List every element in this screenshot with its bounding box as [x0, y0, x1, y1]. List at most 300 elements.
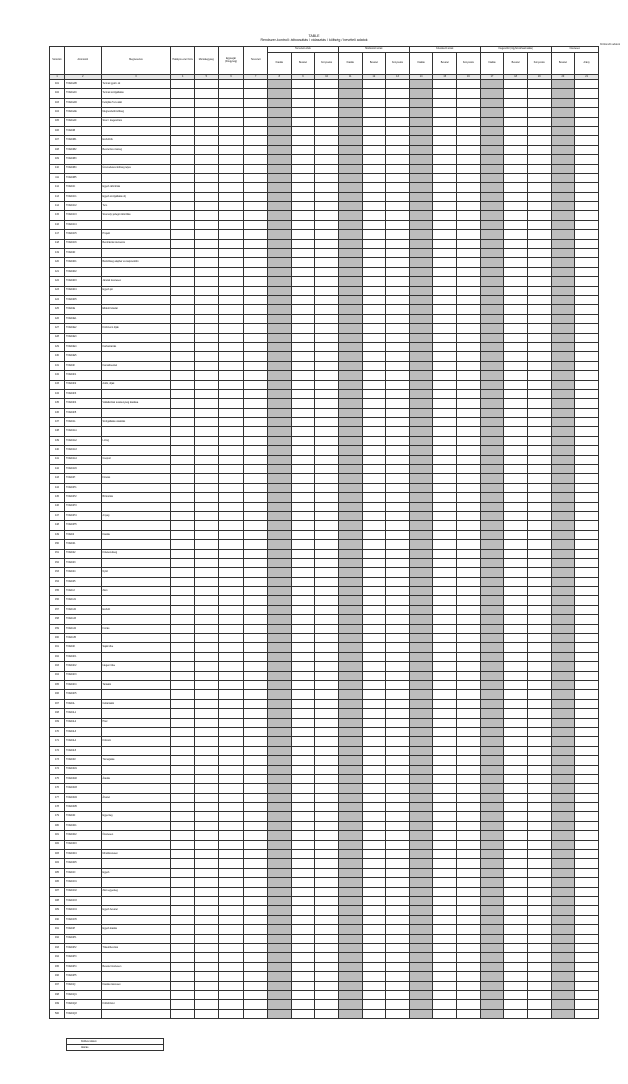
cell-value	[575, 962, 599, 971]
cell-value	[244, 540, 268, 549]
cell-value	[386, 436, 410, 445]
cell-value	[268, 615, 292, 624]
cell-value	[268, 784, 292, 793]
cell-value	[315, 1000, 339, 1009]
cell-megnevezes	[101, 671, 171, 680]
cell-value	[386, 483, 410, 492]
cell-value	[194, 371, 218, 380]
cell-azonosito: T0DA4F1	[65, 371, 102, 380]
cell-value	[551, 465, 575, 474]
table-row	[50, 915, 599, 924]
cell-value	[218, 408, 244, 417]
cell-value	[244, 868, 268, 877]
cell-value	[315, 474, 339, 483]
cell-value	[409, 89, 433, 98]
cell-value	[171, 483, 195, 492]
cell-value	[575, 493, 599, 502]
cell-value	[480, 774, 504, 783]
cell-value	[362, 831, 386, 840]
cell-azonosito: T0DA4D3	[65, 277, 102, 286]
cell-value	[171, 756, 195, 765]
cell-value	[575, 145, 599, 154]
cell-value	[338, 399, 362, 408]
cell-value	[362, 793, 386, 802]
cell-value	[480, 803, 504, 812]
cell-azonosito: T0DA4C3	[65, 211, 102, 220]
cell-value	[338, 521, 362, 530]
cell-value	[268, 915, 292, 924]
table-body	[50, 80, 599, 1019]
cell-value	[504, 164, 528, 173]
cell-value	[433, 981, 457, 990]
cell-sorszam: 443	[50, 474, 65, 483]
cell-sorszam: 437	[50, 418, 65, 427]
cell-sorszam: 454	[50, 577, 65, 586]
cell-value	[291, 568, 315, 577]
cell-value	[457, 1000, 481, 1009]
cell-value	[527, 333, 551, 342]
cell-value	[386, 568, 410, 577]
cell-value	[338, 1000, 362, 1009]
cell-value	[480, 98, 504, 107]
cell-value	[244, 887, 268, 896]
cell-value	[268, 145, 292, 154]
cell-value	[433, 765, 457, 774]
table-row	[50, 202, 599, 211]
cell-value	[575, 89, 599, 98]
header-hatalyos: Hatályos ezer Ft/év	[171, 47, 195, 75]
cell-value	[291, 465, 315, 474]
cell-sorszam: 486	[50, 878, 65, 887]
cell-azonosito: T0DA4C4	[65, 220, 102, 229]
table-row	[50, 953, 599, 962]
cell-value	[268, 568, 292, 577]
cell-value	[194, 230, 218, 239]
cell-value	[551, 80, 575, 89]
cell-value	[551, 474, 575, 483]
cell-value	[575, 727, 599, 736]
cell-value	[338, 709, 362, 718]
cell-value	[527, 314, 551, 323]
cell-value	[551, 1000, 575, 1009]
cell-value	[504, 239, 528, 248]
cell-value	[551, 155, 575, 164]
cell-value	[409, 493, 433, 502]
cell-value	[575, 483, 599, 492]
cell-value	[386, 896, 410, 905]
cell-value	[551, 934, 575, 943]
cell-value	[218, 671, 244, 680]
cell-value	[268, 305, 292, 314]
cell-sorszam: 476	[50, 784, 65, 793]
cell-value	[244, 98, 268, 107]
cell-sorszam: 453	[50, 568, 65, 577]
cell-value	[171, 915, 195, 924]
cell-sorszam: 477	[50, 793, 65, 802]
cell-value	[457, 737, 481, 746]
footer-signature-label: Aláírás	[67, 1044, 163, 1050]
cell-value	[551, 671, 575, 680]
cell-value	[386, 850, 410, 859]
cell-value	[457, 361, 481, 370]
cell-value	[315, 540, 339, 549]
cell-value	[291, 211, 315, 220]
cell-azonosito: T0DA4C1	[65, 192, 102, 201]
cell-megnevezes	[101, 803, 171, 812]
cell-sorszam: 463	[50, 662, 65, 671]
cell-sorszam: 422	[50, 277, 65, 286]
table-row	[50, 662, 599, 671]
cell-value	[218, 126, 244, 135]
cell-value	[194, 521, 218, 530]
cell-value	[218, 990, 244, 999]
cell-value	[575, 596, 599, 605]
cell-azonosito: T0DA4F4	[65, 399, 102, 408]
cell-value	[338, 681, 362, 690]
cell-value	[504, 286, 528, 295]
cell-value	[362, 850, 386, 859]
cell-value	[575, 530, 599, 539]
cell-value	[457, 596, 481, 605]
cell-value	[218, 896, 244, 905]
cell-sorszam: 473	[50, 756, 65, 765]
cell-value	[480, 286, 504, 295]
cell-value	[527, 821, 551, 830]
cell-value	[480, 943, 504, 952]
cell-value	[291, 352, 315, 361]
cell-value	[480, 192, 504, 201]
cell-value	[551, 727, 575, 736]
cell-megnevezes	[101, 389, 171, 398]
cell-value	[315, 943, 339, 952]
cell-value	[527, 953, 551, 962]
cell-value	[386, 371, 410, 380]
cell-value	[575, 98, 599, 107]
cell-value	[409, 371, 433, 380]
cell-value	[504, 850, 528, 859]
cell-value	[504, 709, 528, 718]
cell-megnevezes: Tartalék	[101, 681, 171, 690]
cell-value	[457, 774, 481, 783]
cell-value	[244, 493, 268, 502]
cell-value	[171, 145, 195, 154]
cell-value	[315, 925, 339, 934]
cell-sorszam: 429	[50, 342, 65, 351]
cell-value	[171, 727, 195, 736]
cell-value	[338, 746, 362, 755]
cell-value	[386, 295, 410, 304]
cell-value	[457, 587, 481, 596]
cell-value	[409, 634, 433, 643]
cell-value	[338, 962, 362, 971]
cell-value	[194, 436, 218, 445]
cell-value	[480, 831, 504, 840]
cell-value	[291, 662, 315, 671]
cell-value	[171, 737, 195, 746]
cell-value	[268, 183, 292, 192]
cell-value	[504, 136, 528, 145]
cell-value	[194, 690, 218, 699]
cell-sorszam: 426	[50, 314, 65, 323]
cell-sorszam: 433	[50, 380, 65, 389]
cell-value	[433, 183, 457, 192]
cell-value	[457, 643, 481, 652]
table-row	[50, 267, 599, 276]
cell-value	[480, 887, 504, 896]
cell-megnevezes	[101, 765, 171, 774]
cell-value	[457, 652, 481, 661]
cell-value	[362, 540, 386, 549]
cell-value	[480, 399, 504, 408]
table-row	[50, 305, 599, 314]
cell-value	[409, 108, 433, 117]
cell-azonosito: T0DA4O1	[65, 878, 102, 887]
cell-value	[171, 436, 195, 445]
cell-value	[409, 277, 433, 286]
cell-azonosito: T0DA4AB	[65, 80, 102, 89]
cell-megnevezes: Kiadás	[101, 530, 171, 539]
cell-value	[218, 389, 244, 398]
cell-value	[268, 173, 292, 182]
cell-value	[433, 756, 457, 765]
cell-value	[433, 906, 457, 915]
cell-value	[480, 436, 504, 445]
cell-value	[171, 399, 195, 408]
cell-value	[244, 446, 268, 455]
cell-value	[386, 267, 410, 276]
cell-value	[244, 896, 268, 905]
cell-value	[218, 681, 244, 690]
cell-value	[457, 427, 481, 436]
cell-sorszam: 409	[50, 155, 65, 164]
cell-value	[409, 521, 433, 530]
cell-value	[504, 718, 528, 727]
cell-value	[386, 126, 410, 135]
cell-value	[171, 267, 195, 276]
cell-value	[315, 173, 339, 182]
cell-value	[433, 634, 457, 643]
header-egysegar: Egységár (Ft/egység)	[218, 47, 244, 75]
cell-value	[457, 812, 481, 821]
cell-value	[194, 671, 218, 680]
cell-value	[480, 249, 504, 258]
cell-megnevezes	[101, 483, 171, 492]
cell-value	[504, 943, 528, 952]
cell-value	[194, 549, 218, 558]
cell-value	[409, 192, 433, 201]
cell-value	[315, 455, 339, 464]
cell-value	[386, 652, 410, 661]
cell-value	[338, 662, 362, 671]
cell-value	[218, 624, 244, 633]
cell-value	[268, 155, 292, 164]
cell-value	[315, 915, 339, 924]
cell-value	[457, 972, 481, 981]
cell-value	[457, 305, 481, 314]
cell-value	[504, 765, 528, 774]
cell-value	[268, 972, 292, 981]
cell-value	[362, 446, 386, 455]
table-row	[50, 136, 599, 145]
cell-megnevezes: Egyéb bevétel	[101, 906, 171, 915]
cell-value	[551, 295, 575, 304]
cell-value	[244, 239, 268, 248]
cell-value	[551, 615, 575, 624]
cell-value	[386, 511, 410, 520]
cell-value	[409, 643, 433, 652]
cell-value	[194, 540, 218, 549]
cell-value	[315, 981, 339, 990]
cell-value	[575, 164, 599, 173]
cell-value	[194, 596, 218, 605]
cell-azonosito: T0DA4B3	[65, 155, 102, 164]
cell-value	[551, 925, 575, 934]
cell-value	[575, 803, 599, 812]
cell-value	[386, 399, 410, 408]
cell-value	[551, 549, 575, 558]
cell-value	[551, 352, 575, 361]
table-row	[50, 737, 599, 746]
cell-value	[457, 718, 481, 727]
cell-value	[194, 756, 218, 765]
header-group: Összesen	[551, 47, 598, 53]
cell-value	[386, 117, 410, 126]
cell-sorszam: 405	[50, 117, 65, 126]
cell-value	[291, 361, 315, 370]
cell-value	[315, 126, 339, 135]
cell-value	[338, 615, 362, 624]
cell-value	[433, 1000, 457, 1009]
cell-value	[338, 530, 362, 539]
cell-value	[504, 399, 528, 408]
cell-value	[409, 530, 433, 539]
cell-value	[527, 840, 551, 849]
cell-value	[218, 699, 244, 708]
cell-value	[480, 737, 504, 746]
cell-value	[457, 511, 481, 520]
table-row	[50, 812, 599, 821]
cell-value	[171, 840, 195, 849]
cell-value	[504, 389, 528, 398]
cell-value	[338, 258, 362, 267]
cell-sorszam: 461	[50, 643, 65, 652]
cell-value	[268, 793, 292, 802]
cell-azonosito: T0DA4N5	[65, 859, 102, 868]
cell-value	[244, 972, 268, 981]
cell-value	[527, 681, 551, 690]
subheader-cell: Kiadás	[338, 53, 362, 75]
cell-value	[457, 634, 481, 643]
cell-value	[386, 784, 410, 793]
cell-value	[171, 465, 195, 474]
cell-value	[386, 239, 410, 248]
cell-sorszam: 401	[50, 80, 65, 89]
cell-value	[244, 314, 268, 323]
cell-value	[551, 821, 575, 830]
cell-value	[171, 934, 195, 943]
cell-value	[457, 164, 481, 173]
cell-value	[194, 389, 218, 398]
cell-megnevezes: Forrás	[101, 624, 171, 633]
cell-azonosito: T0DA4Q3	[65, 1009, 102, 1018]
cell-value	[527, 286, 551, 295]
cell-value	[315, 821, 339, 830]
cell-value	[386, 333, 410, 342]
cell-value	[194, 418, 218, 427]
cell-value	[268, 286, 292, 295]
cell-value	[268, 202, 292, 211]
cell-value	[409, 990, 433, 999]
cell-azonosito: T0DA4C6	[65, 239, 102, 248]
cell-value	[315, 587, 339, 596]
cell-value	[409, 145, 433, 154]
subheader-cell: Bevétel	[362, 53, 386, 75]
cell-value	[386, 793, 410, 802]
cell-azonosito: T0DA4L1	[65, 709, 102, 718]
cell-value	[527, 352, 551, 361]
cell-value	[527, 295, 551, 304]
cell-azonosito: T0DA4G2	[65, 436, 102, 445]
cell-megnevezes	[101, 652, 171, 661]
cell-megnevezes	[101, 915, 171, 924]
cell-value	[244, 80, 268, 89]
column-number: 12	[362, 75, 386, 80]
cell-megnevezes	[101, 502, 171, 511]
cell-value	[527, 155, 551, 164]
cell-value	[457, 371, 481, 380]
cell-value	[409, 1009, 433, 1018]
cell-value	[504, 126, 528, 135]
cell-value	[433, 220, 457, 229]
cell-value	[362, 474, 386, 483]
cell-value	[386, 249, 410, 258]
cell-value	[527, 465, 551, 474]
cell-value	[171, 80, 195, 89]
cell-value	[268, 295, 292, 304]
cell-value	[362, 361, 386, 370]
cell-value	[362, 812, 386, 821]
cell-value	[457, 615, 481, 624]
cell-azonosito: T0DA4F2	[65, 380, 102, 389]
cell-sorszam: 435	[50, 399, 65, 408]
cell-azonosito: T0DA4K5	[65, 690, 102, 699]
cell-value	[315, 756, 339, 765]
cell-azonosito: T0DA4C	[65, 183, 102, 192]
cell-value	[315, 80, 339, 89]
cell-value	[244, 615, 268, 624]
cell-value	[433, 558, 457, 567]
cell-value	[362, 652, 386, 661]
cell-value	[362, 211, 386, 220]
cell-value	[386, 840, 410, 849]
cell-megnevezes: Anyag	[101, 511, 171, 520]
cell-value	[244, 568, 268, 577]
cell-value	[194, 652, 218, 661]
cell-value	[551, 840, 575, 849]
cell-azonosito: T0DA4I3	[65, 558, 102, 567]
cell-value	[291, 549, 315, 558]
cell-value	[575, 681, 599, 690]
cell-value	[171, 126, 195, 135]
cell-value	[527, 249, 551, 258]
cell-value	[291, 249, 315, 258]
cell-value	[194, 868, 218, 877]
cell-value	[315, 483, 339, 492]
cell-value	[409, 746, 433, 755]
cell-value	[386, 681, 410, 690]
cell-value	[362, 202, 386, 211]
cell-value	[315, 727, 339, 736]
